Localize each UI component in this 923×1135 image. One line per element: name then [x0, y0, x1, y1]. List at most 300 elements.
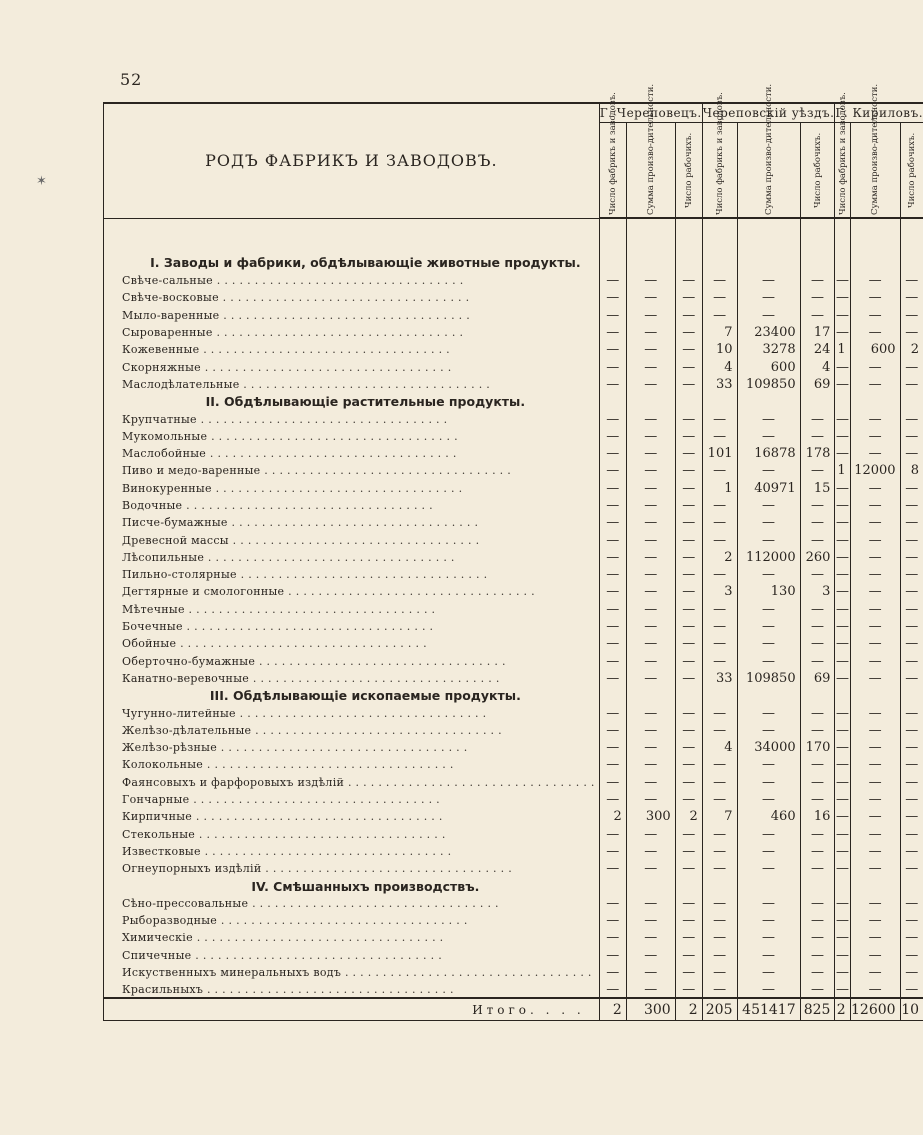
empty-cell — [737, 272, 800, 289]
empty-cell — [835, 912, 850, 929]
empty-cell — [900, 289, 923, 306]
sub-column-header — [900, 123, 923, 219]
empty-cell — [835, 324, 850, 341]
factory-type-label: Химическіе . . . — [122, 931, 443, 944]
table-row — [104, 480, 923, 497]
empty-cell — [737, 774, 800, 791]
empty-cell — [900, 376, 923, 393]
value-cell: 7 — [702, 324, 737, 341]
table-row — [104, 289, 923, 306]
empty-cell — [800, 860, 835, 877]
value-cell: 600 — [737, 358, 800, 375]
total-label: Итого. . . . — [104, 998, 600, 1020]
empty-cell — [835, 566, 850, 583]
factory-type-name — [104, 341, 600, 358]
factory-type-name — [104, 843, 600, 860]
sub-column-header — [702, 92, 737, 219]
empty-cell — [626, 428, 675, 445]
sub-column-label: Число рабочихъ. — [812, 132, 823, 208]
factory-type-label: Дегтярные и смологонные . . . — [122, 585, 535, 598]
empty-cell — [800, 774, 835, 791]
empty-cell — [737, 514, 800, 531]
empty-cell — [737, 497, 800, 514]
empty-cell — [835, 289, 850, 306]
empty-cell — [835, 376, 850, 393]
value-cell: 178 — [800, 445, 835, 462]
table-row — [104, 324, 923, 341]
section-heading-row — [104, 877, 923, 894]
empty-cell — [835, 808, 850, 825]
factory-type-name — [104, 445, 600, 462]
total-value-cell: 2 — [835, 998, 850, 1020]
total-value-cell: 825 — [800, 998, 835, 1020]
empty-cell — [900, 324, 923, 341]
table-row — [104, 445, 923, 462]
total-value-cell: 300 — [626, 998, 675, 1020]
empty-cell — [675, 583, 702, 600]
empty-cell — [835, 843, 850, 860]
empty-cell — [599, 376, 626, 393]
value-cell: 3 — [800, 583, 835, 600]
empty-cell — [675, 289, 702, 306]
table-row — [104, 843, 923, 860]
value-cell: 40971 — [737, 480, 800, 497]
empty-cell — [900, 912, 923, 929]
factory-type-label: Водочные . . . — [122, 499, 433, 512]
factory-type-label: Пильно-столярные . . . — [122, 568, 487, 581]
table-row — [104, 808, 923, 825]
empty-cell — [675, 566, 702, 583]
factory-type-label: Свѣче-восковые . . . — [122, 291, 469, 304]
empty-cell — [835, 981, 850, 998]
empty-cell — [850, 272, 900, 289]
table-row — [104, 791, 923, 808]
empty-cell — [599, 912, 626, 929]
factory-type-name — [104, 514, 600, 531]
factory-type-label: Мѣтечные . . . — [122, 603, 435, 616]
empty-cell — [599, 289, 626, 306]
empty-cell — [737, 428, 800, 445]
empty-cell — [626, 964, 675, 981]
empty-cell — [599, 549, 626, 566]
empty-cell — [800, 497, 835, 514]
empty-cell — [626, 860, 675, 877]
empty-cell — [835, 826, 850, 843]
empty-cell — [737, 981, 800, 998]
empty-cell — [702, 791, 737, 808]
empty-cell — [599, 566, 626, 583]
empty-cell — [626, 514, 675, 531]
empty-cell — [599, 929, 626, 946]
empty-cell — [850, 826, 900, 843]
empty-cell — [900, 653, 923, 670]
factory-type-label: Писче-бумажные . . . — [122, 516, 478, 529]
empty-cell — [800, 947, 835, 964]
table-row — [104, 635, 923, 652]
empty-cell — [626, 566, 675, 583]
empty-cell — [675, 480, 702, 497]
empty-cell — [800, 635, 835, 652]
empty-cell — [599, 324, 626, 341]
empty-cell — [835, 480, 850, 497]
empty-cell — [599, 514, 626, 531]
empty-cell — [737, 618, 800, 635]
empty-cell — [900, 704, 923, 721]
empty-cell — [850, 653, 900, 670]
value-cell: 1 — [702, 480, 737, 497]
factory-type-name — [104, 860, 600, 877]
empty-cell — [626, 895, 675, 912]
empty-cell — [850, 514, 900, 531]
empty-cell — [737, 635, 800, 652]
factory-type-label: Мыло-варенные . . . — [122, 309, 470, 322]
empty-cell — [702, 653, 737, 670]
empty-cell — [675, 462, 702, 479]
empty-cell — [675, 324, 702, 341]
total-value-cell: 12600 — [850, 998, 900, 1020]
empty-cell — [599, 653, 626, 670]
empty-cell — [737, 826, 800, 843]
value-cell: 4 — [702, 739, 737, 756]
value-cell: 33 — [702, 670, 737, 687]
empty-cell — [702, 860, 737, 877]
sub-column-label: Сумма произво-дительности. — [870, 83, 881, 215]
empty-cell — [599, 670, 626, 687]
empty-cell — [900, 981, 923, 998]
factory-type-name — [104, 653, 600, 670]
table-row — [104, 947, 923, 964]
empty-cell — [626, 739, 675, 756]
empty-cell — [800, 462, 835, 479]
empty-cell — [900, 358, 923, 375]
empty-cell — [737, 947, 800, 964]
factory-type-name — [104, 670, 600, 687]
empty-cell — [900, 497, 923, 514]
district-header-cherepovets-uezd: Череповскій уѣздъ. — [702, 103, 835, 123]
empty-cell — [835, 739, 850, 756]
empty-cell — [675, 514, 702, 531]
empty-cell — [835, 929, 850, 946]
empty-cell — [737, 929, 800, 946]
value-cell: 15 — [800, 480, 835, 497]
empty-cell — [835, 756, 850, 773]
empty-cell — [900, 808, 923, 825]
factory-type-label: Лѣсопильные . . . — [122, 551, 455, 564]
factory-type-label: Крупчатные . . . — [122, 413, 447, 426]
empty-cell — [626, 912, 675, 929]
empty-cell — [737, 964, 800, 981]
factory-type-name — [104, 722, 600, 739]
empty-cell — [900, 635, 923, 652]
empty-cell — [800, 307, 835, 324]
empty-cell — [800, 566, 835, 583]
empty-cell — [626, 653, 675, 670]
empty-cell — [800, 843, 835, 860]
table-row — [104, 704, 923, 721]
factory-type-label: Известковые . . . — [122, 845, 451, 858]
value-cell: 33 — [702, 376, 737, 393]
table-row — [104, 531, 923, 548]
factory-type-label: Кожевенные . . . — [122, 343, 450, 356]
section-heading: III. Обдѣлывающіе ископаемые продукты. — [104, 687, 600, 704]
section-heading: IV. Смѣшанныхъ производствъ. — [104, 877, 600, 894]
empty-cell — [599, 601, 626, 618]
empty-cell — [599, 843, 626, 860]
empty-cell — [675, 531, 702, 548]
empty-cell — [850, 947, 900, 964]
table-row — [104, 272, 923, 289]
empty-cell — [850, 808, 900, 825]
sub-column-header — [626, 83, 675, 219]
value-cell: 101 — [702, 445, 737, 462]
empty-cell — [675, 497, 702, 514]
factory-type-label: Колокольные . . . — [122, 758, 454, 771]
factory-type-name — [104, 895, 600, 912]
value-cell: 23400 — [737, 324, 800, 341]
empty-cell — [900, 531, 923, 548]
sub-column-label: Сумма произво-дительности. — [645, 83, 656, 215]
empty-cell — [850, 289, 900, 306]
empty-cell — [850, 791, 900, 808]
empty-cell — [800, 514, 835, 531]
factory-type-name — [104, 635, 600, 652]
empty-cell — [675, 670, 702, 687]
empty-cell — [702, 531, 737, 548]
factory-type-label: Стекольные . . . — [122, 828, 446, 841]
empty-cell — [850, 358, 900, 375]
empty-cell — [702, 947, 737, 964]
factory-type-label: Свѣче-сальные . . . — [122, 274, 464, 287]
factory-type-name — [104, 497, 600, 514]
table-row — [104, 601, 923, 618]
empty-cell — [737, 410, 800, 427]
empty-cell — [626, 791, 675, 808]
factory-type-name — [104, 289, 600, 306]
empty-cell — [900, 410, 923, 427]
empty-cell — [900, 428, 923, 445]
empty-cell — [835, 272, 850, 289]
empty-cell — [850, 531, 900, 548]
factory-type-label: Желѣзо-дѣлательные . . . — [122, 724, 502, 737]
empty-cell — [800, 826, 835, 843]
factory-type-label: Красильныхъ . . . — [122, 983, 454, 996]
empty-cell — [800, 756, 835, 773]
empty-cell — [900, 480, 923, 497]
empty-cell — [850, 739, 900, 756]
value-cell: 2 — [675, 808, 702, 825]
value-cell: 112000 — [737, 549, 800, 566]
empty-cell — [835, 358, 850, 375]
empty-cell — [850, 756, 900, 773]
factory-type-label: Канатно-веревочные . . . — [122, 672, 500, 685]
empty-cell — [599, 722, 626, 739]
factory-type-label: Гончарные . . . — [122, 793, 440, 806]
factory-type-name — [104, 964, 600, 981]
empty-cell — [702, 826, 737, 843]
empty-cell — [675, 704, 702, 721]
empty-cell — [900, 514, 923, 531]
factory-type-label: Маслодѣлательные . . . — [122, 378, 490, 391]
empty-cell — [800, 428, 835, 445]
value-cell: 109850 — [737, 376, 800, 393]
empty-cell — [835, 670, 850, 687]
empty-cell — [835, 307, 850, 324]
empty-cell — [850, 428, 900, 445]
factory-type-label: Винокуренные . . . — [122, 482, 462, 495]
empty-cell — [737, 756, 800, 773]
empty-cell — [850, 843, 900, 860]
table-row — [104, 756, 923, 773]
factory-type-label: Спичечные . . . — [122, 949, 442, 962]
empty-cell — [850, 480, 900, 497]
empty-cell — [626, 445, 675, 462]
empty-cell — [835, 601, 850, 618]
total-row — [104, 998, 923, 1020]
empty-cell — [835, 549, 850, 566]
empty-cell — [800, 272, 835, 289]
factory-type-name — [104, 704, 600, 721]
empty-cell — [737, 704, 800, 721]
empty-cell — [800, 722, 835, 739]
table-row — [104, 981, 923, 998]
total-value-cell: 10 — [900, 998, 923, 1020]
factory-type-name — [104, 756, 600, 773]
factory-type-name — [104, 826, 600, 843]
empty-cell — [675, 912, 702, 929]
empty-cell — [800, 981, 835, 998]
empty-cell — [737, 912, 800, 929]
empty-cell — [850, 929, 900, 946]
empty-cell — [626, 843, 675, 860]
empty-cell — [835, 514, 850, 531]
empty-cell — [626, 358, 675, 375]
sub-column-header — [800, 123, 835, 219]
factory-type-name — [104, 272, 600, 289]
empty-cell — [850, 324, 900, 341]
empty-cell — [702, 462, 737, 479]
table-row — [104, 912, 923, 929]
empty-cell — [675, 376, 702, 393]
factory-type-label: Оберточно-бумажные . . . — [122, 655, 506, 668]
value-cell: 2 — [702, 549, 737, 566]
empty-cell — [702, 410, 737, 427]
empty-cell — [702, 912, 737, 929]
empty-cell — [675, 341, 702, 358]
value-cell: 260 — [800, 549, 835, 566]
total-value-cell: 451417 — [737, 998, 800, 1020]
value-cell: 69 — [800, 376, 835, 393]
empty-cell — [900, 722, 923, 739]
empty-cell — [599, 704, 626, 721]
table-row — [104, 428, 923, 445]
empty-cell — [675, 860, 702, 877]
empty-cell — [626, 947, 675, 964]
table-row — [104, 618, 923, 635]
empty-cell — [900, 791, 923, 808]
empty-cell — [626, 307, 675, 324]
empty-cell — [835, 704, 850, 721]
empty-cell — [737, 895, 800, 912]
empty-cell — [702, 272, 737, 289]
factory-type-name — [104, 358, 600, 375]
empty-cell — [850, 307, 900, 324]
empty-cell — [675, 618, 702, 635]
empty-cell — [850, 635, 900, 652]
empty-cell — [626, 531, 675, 548]
empty-cell — [850, 445, 900, 462]
table-row — [104, 514, 923, 531]
empty-cell — [626, 410, 675, 427]
empty-cell — [702, 981, 737, 998]
factory-type-name — [104, 324, 600, 341]
empty-cell — [800, 531, 835, 548]
table-row — [104, 462, 923, 479]
factory-type-label: Пиво и медо-варенные . . . — [122, 464, 511, 477]
empty-cell — [800, 618, 835, 635]
empty-cell — [675, 428, 702, 445]
empty-cell — [626, 601, 675, 618]
empty-cell — [900, 929, 923, 946]
section-heading-row — [104, 393, 923, 410]
empty-cell — [800, 791, 835, 808]
empty-cell — [835, 445, 850, 462]
empty-cell — [702, 289, 737, 306]
factory-type-label: Древесной массы . . . — [122, 534, 479, 547]
empty-cell — [850, 670, 900, 687]
factory-type-label: Фаянсовыхъ и фарфоровыхъ издѣлій . . . — [122, 776, 595, 789]
empty-cell — [599, 307, 626, 324]
table-row — [104, 826, 923, 843]
empty-cell — [737, 860, 800, 877]
empty-cell — [675, 410, 702, 427]
empty-cell — [737, 531, 800, 548]
empty-cell — [800, 653, 835, 670]
empty-cell — [900, 583, 923, 600]
empty-cell — [835, 583, 850, 600]
factory-type-name — [104, 791, 600, 808]
empty-cell — [850, 722, 900, 739]
empty-cell — [850, 376, 900, 393]
empty-cell — [737, 566, 800, 583]
empty-cell — [900, 445, 923, 462]
value-cell: 3 — [702, 583, 737, 600]
empty-cell — [835, 653, 850, 670]
empty-cell — [835, 947, 850, 964]
empty-cell — [800, 601, 835, 618]
table-row — [104, 566, 923, 583]
factory-type-label: Чугунно-литейные . . . — [122, 707, 486, 720]
empty-cell — [702, 895, 737, 912]
value-cell: 16878 — [737, 445, 800, 462]
value-cell: 1 — [835, 462, 850, 479]
factory-type-name — [104, 428, 600, 445]
empty-cell — [702, 843, 737, 860]
empty-cell — [626, 670, 675, 687]
empty-cell — [599, 981, 626, 998]
empty-cell — [675, 774, 702, 791]
factory-type-label: Сѣно-прессовальные . . . — [122, 897, 499, 910]
sub-column-label: Число фабрикъ и заводовъ. — [607, 92, 618, 215]
empty-cell — [599, 497, 626, 514]
table-row — [104, 670, 923, 687]
district-header-cherepovets-city: Г. Череповецъ. — [599, 103, 702, 123]
empty-cell — [599, 791, 626, 808]
section-heading-row — [104, 687, 923, 704]
empty-cell — [900, 860, 923, 877]
empty-cell — [800, 912, 835, 929]
empty-cell — [599, 531, 626, 548]
empty-cell — [626, 618, 675, 635]
